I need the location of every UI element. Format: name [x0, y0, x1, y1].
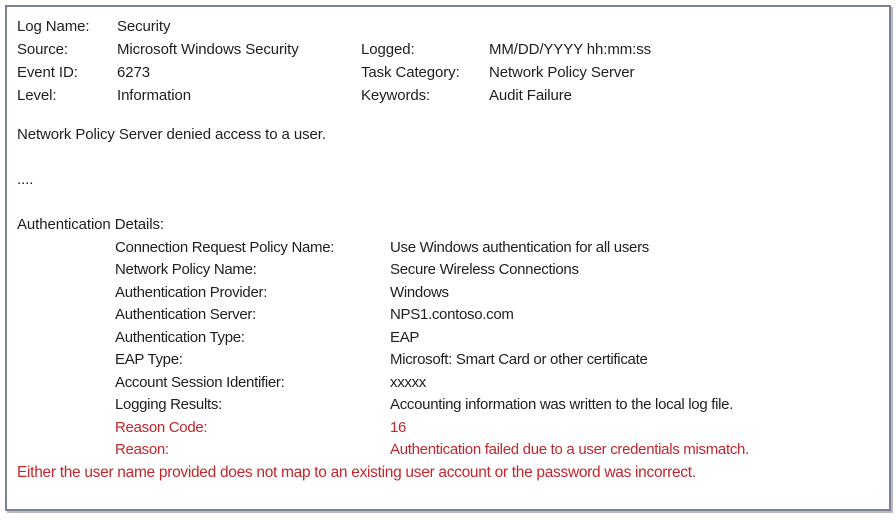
- detail-label: Authentication Type:: [115, 328, 245, 346]
- logged-label: Logged:: [361, 41, 415, 58]
- detail-value: EAP: [390, 328, 420, 346]
- detail-value: xxxxx: [390, 373, 427, 391]
- detail-value: 16: [390, 418, 407, 436]
- detail-label: Network Policy Name:: [115, 261, 257, 278]
- detail-value: Authentication failed due to a user credentials mismatch.: [390, 441, 749, 458]
- event-description: Network Policy Server denied access to a user.: [17, 126, 326, 143]
- detail-label: Account Session Identifier:: [115, 373, 285, 391]
- detail-value: Secure Wireless Connections: [390, 261, 579, 278]
- detail-row-auth-type: [115, 327, 879, 350]
- logged-value: MM/DD/YYYY hh:mm:ss: [489, 41, 652, 58]
- detail-row-network-policy: [115, 259, 879, 282]
- detail-label: Logging Results:: [115, 396, 222, 413]
- detail-row-auth-server: [115, 304, 879, 327]
- event-id-label: Event ID:: [17, 64, 78, 81]
- event-id-value: 6273: [117, 64, 150, 81]
- keywords-value: Audit Failure: [489, 87, 572, 104]
- detail-label: Authentication Server:: [115, 306, 256, 323]
- detail-label: EAP Type:: [115, 351, 183, 368]
- ellipsis-line: ....: [17, 171, 34, 188]
- detail-row-eap-type: [115, 349, 879, 372]
- level-value: Information: [117, 87, 191, 104]
- task-category-label: Task Category:: [361, 64, 460, 81]
- header-spacer: [361, 15, 489, 38]
- source-label: Source:: [17, 41, 68, 58]
- detail-label: Reason:: [115, 441, 169, 458]
- detail-value: NPS1.contoso.com: [390, 306, 514, 323]
- detail-value: Microsoft: Smart Card or other certificate: [390, 351, 648, 368]
- detail-label: Reason Code:: [115, 418, 208, 436]
- log-name-value: Security: [117, 18, 171, 35]
- detail-value: Use Windows authentication for all users: [390, 238, 649, 256]
- detail-label: Authentication Provider:: [115, 283, 268, 301]
- event-header: [17, 15, 879, 107]
- detail-value: Accounting information was written to the local log file.: [390, 396, 734, 413]
- task-category-value: Network Policy Server: [489, 64, 635, 81]
- error-explanation-text: Either the user name provided does not map to an existing user account or the password was incorrect.: [17, 463, 696, 481]
- log-name-label: Log Name:: [17, 18, 90, 35]
- keywords-label: Keywords:: [361, 87, 431, 104]
- detail-row-reason: [115, 439, 879, 462]
- detail-row-connection-request-policy: [115, 237, 879, 260]
- level-label: Level:: [17, 87, 57, 104]
- section-title: Authentication Details:: [17, 216, 164, 233]
- detail-row-reason-code: [115, 417, 879, 440]
- header-spacer: [489, 15, 879, 38]
- detail-value: Windows: [390, 283, 449, 301]
- source-value: Microsoft Windows Security: [117, 41, 299, 58]
- detail-row-logging-results: [115, 394, 879, 417]
- authentication-details: [17, 237, 879, 462]
- detail-label: Connection Request Policy Name:: [115, 238, 335, 256]
- event-log-panel: [5, 5, 891, 511]
- detail-row-account-session-id: [115, 372, 879, 395]
- detail-row-auth-provider: [115, 282, 879, 305]
